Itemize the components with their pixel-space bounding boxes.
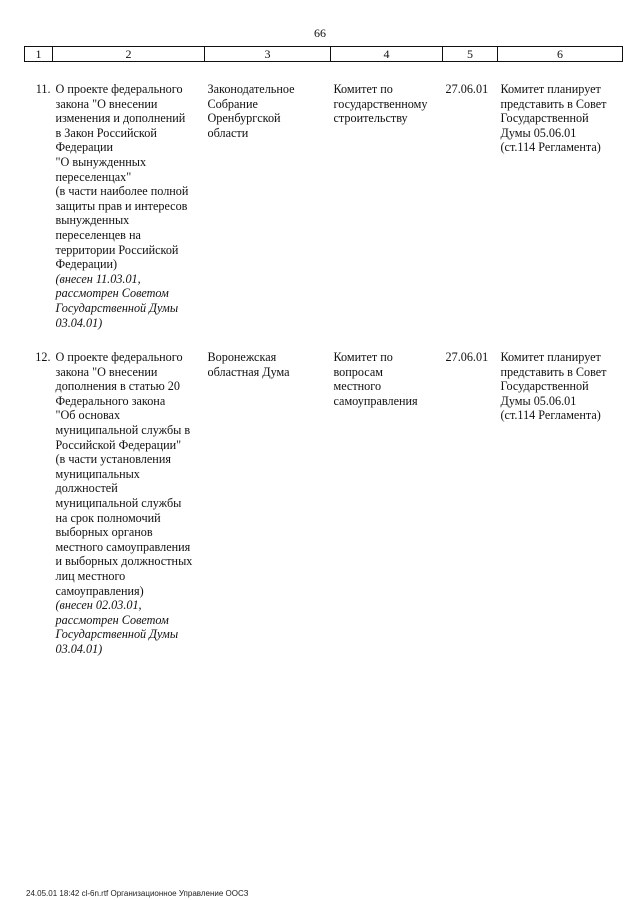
text-line: Собрание [207, 96, 258, 111]
header-col-5: 5 [443, 47, 498, 62]
text-line: (ст.114 Регламента) [500, 140, 601, 155]
header-col-1: 1 [25, 47, 53, 62]
note-line: (внесен 02.03.01, [55, 598, 142, 613]
text-line: государственному [333, 96, 428, 111]
text-line: лиц местного [55, 569, 126, 583]
decision-cell [498, 330, 623, 656]
row-number: 12. [35, 350, 51, 365]
initiator-cell [205, 62, 331, 331]
header-row [25, 47, 623, 62]
text-line: местного самоуправления [55, 539, 191, 554]
text-line: самоуправления [333, 393, 418, 408]
text-line: муниципальной службы [55, 496, 182, 511]
text-line: вопросам [333, 364, 383, 379]
text-line: защиты прав и интересов [55, 198, 188, 213]
text-line: (в части установления [55, 452, 171, 467]
note-line: Государственной Думы [55, 627, 179, 642]
text-line: Федерации) [55, 257, 118, 272]
text-line: в Закон Российской [55, 125, 157, 140]
note-line: (внесен 11.03.01, [55, 271, 141, 286]
text-line: переселенцев на [55, 227, 141, 242]
decision-cell [498, 62, 623, 331]
text-line: Думы 05.06.01 [500, 393, 577, 408]
text-line: О проекте федерального [55, 82, 183, 96]
text-line: Российской Федерации" [55, 437, 182, 452]
text-line: строительству [333, 111, 408, 126]
bill-title-cell [53, 330, 205, 656]
text-line: на срок полномочий [55, 510, 161, 525]
text-line: Комитет планирует [500, 350, 601, 365]
table-row [25, 62, 623, 331]
date-cell: 27.06.01 [445, 350, 489, 365]
header-col-3: 3 [205, 47, 331, 62]
text-line: представить в Совет [500, 96, 607, 111]
committee-cell [331, 62, 443, 331]
text-line: "Об основах [55, 408, 121, 423]
text-line: (в части наиболее полной [55, 184, 189, 199]
text-line: Оренбургской [207, 111, 281, 126]
text-line: муниципальной службы в [55, 423, 191, 438]
header-col-2: 2 [53, 47, 205, 62]
footer-note: 24.05.01 18:42 cl-6n.rtf Организационное Управление ООСЗ [26, 889, 249, 898]
text-line: Комитет по [333, 82, 393, 96]
text-line: Комитет по [333, 350, 393, 365]
initiator-cell [205, 330, 331, 656]
text-line: местного [333, 379, 382, 394]
note-line: рассмотрен Советом [55, 286, 169, 301]
table-body [25, 62, 623, 657]
text-line: дополнения в статью 20 [55, 379, 180, 394]
text-line: территории Российской [55, 242, 179, 257]
text-line: муниципальных [55, 466, 140, 481]
text-line: Законодательное [207, 82, 295, 96]
text-line: Государственной [500, 111, 589, 126]
text-line: О проекте федерального [55, 350, 183, 365]
text-line: должностей [55, 481, 118, 496]
text-line: Воронежская [207, 350, 277, 365]
date-cell: 27.06.01 [445, 82, 489, 96]
text-line: областная Дума [207, 364, 290, 379]
text-line: Думы 05.06.01 [500, 125, 577, 140]
text-line: Федерального закона [55, 393, 166, 408]
header-col-6: 6 [498, 47, 623, 62]
text-line: области [207, 125, 249, 140]
text-line: представить в Совет [500, 364, 607, 379]
text-line: "О вынужденных [55, 154, 147, 169]
text-line: вынужденных [55, 213, 130, 228]
text-line: переселенцах" [55, 169, 132, 184]
row-number: 11. [35, 82, 51, 96]
header-col-4: 4 [331, 47, 443, 62]
bill-title-cell [53, 62, 205, 331]
text-line: Федерации [55, 140, 114, 155]
text-line: Государственной [500, 379, 589, 394]
committee-cell [331, 330, 443, 656]
table-header [25, 47, 623, 62]
text-line: выборных органов [55, 525, 153, 540]
text-line: (ст.114 Регламента) [500, 408, 601, 423]
text-line: закона "О внесении [55, 364, 158, 379]
text-line: изменения и дополнений [55, 111, 186, 126]
table-row [25, 330, 623, 656]
text-line: самоуправления) [55, 583, 144, 598]
page-number: 66 [314, 26, 326, 40]
note-line: Государственной Думы [55, 300, 179, 315]
note-line: 03.04.01) [55, 315, 103, 330]
bills-table [24, 46, 623, 657]
text-line: Комитет планирует [500, 82, 601, 96]
text-line: и выборных должностных [55, 554, 193, 569]
note-line: рассмотрен Советом [55, 612, 169, 627]
note-line: 03.04.01) [55, 641, 103, 656]
text-line: закона "О внесении [55, 96, 158, 111]
